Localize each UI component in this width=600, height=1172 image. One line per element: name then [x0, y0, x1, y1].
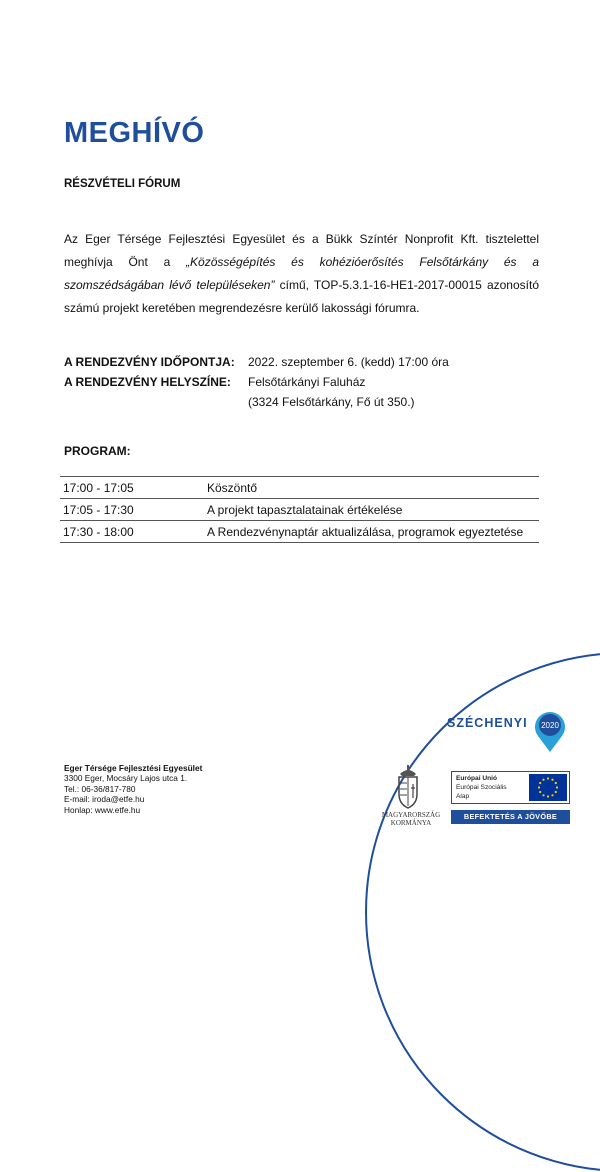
footer-address: 3300 Eger, Mocsáry Lajos utca 1. [64, 773, 188, 784]
subtitle: RÉSZVÉTELI FÓRUM [64, 178, 181, 190]
event-place-row [64, 372, 544, 412]
program-title: PROGRAM: [64, 444, 131, 458]
place-address: (3324 Felsőtárkány, Fő út 350.) [248, 395, 415, 409]
program-item: Köszöntő [204, 477, 539, 499]
program-time: 17:00 - 17:05 [60, 477, 204, 499]
footer-contact [64, 763, 202, 815]
footer-phone: Tel.: 06-36/817-780 [64, 783, 136, 794]
eu-text [456, 774, 507, 801]
program-time: 17:30 - 18:00 [60, 521, 204, 543]
table-row [60, 499, 539, 521]
footer-web: Honlap: www.etfe.hu [64, 804, 141, 815]
eu-logo [451, 771, 570, 804]
program-time: 17:05 - 17:30 [60, 499, 204, 521]
project-title: „Közösségépítés és kohézióerősítés Felsőtárkány és a szomszédságában lévő településeken” [64, 255, 539, 292]
government-logo-text [380, 811, 442, 827]
place-label: A RENDEZVÉNY HELYSZÍNE: [64, 375, 231, 389]
page-title: MEGHÍVÓ [64, 117, 205, 149]
hungarian-crest-icon [395, 764, 421, 810]
slogan-banner: BEFEKTETÉS A JÖVŐBE [451, 810, 570, 824]
intro-text-end: című, TOP-5.3.1-16-HE1-2017-00015 azonosító számú projekt keretében megrendezésre kerülő lakossági fórumra. [64, 278, 539, 315]
date-value: 2022. szeptember 6. (kedd) 17:00 óra [248, 355, 449, 369]
place-value: Felsőtárkányi Faluház [248, 375, 366, 389]
event-details [64, 352, 544, 412]
table-row [60, 521, 539, 543]
footer-email: E-mail: iroda@etfe.hu [64, 794, 145, 805]
szechenyi-year: 2020 [541, 721, 559, 730]
szechenyi-logo-text: SZÉCHENYI [447, 716, 528, 730]
intro-paragraph [64, 228, 539, 320]
footer-org: Eger Térsége Fejlesztési Egyesület [64, 763, 203, 773]
eu-flag-icon [529, 774, 567, 801]
table-row [60, 477, 539, 499]
gov-line-2: KORMÁNYA [390, 819, 432, 827]
program-table [60, 476, 539, 543]
eu-line-2: Európai Szociális [456, 784, 507, 791]
eu-line-3: Alap [456, 793, 470, 800]
eu-line-1: Európai Unió [456, 775, 498, 782]
program-item: A Rendezvénynaptár aktualizálása, programok egyeztetése [204, 521, 539, 543]
program-item: A projekt tapasztalatainak értékelése [204, 499, 539, 521]
event-date-row [64, 352, 544, 372]
intro-text: Az Eger Térsége Fejlesztési Egyesület és a Bükk Színtér Nonprofit Kft. tisztelettel meghívja Önt a [64, 232, 539, 269]
szechenyi-pin-icon [530, 709, 570, 753]
date-label: A RENDEZVÉNY IDŐPONTJA: [64, 355, 235, 369]
gov-line-1: MAGYARORSZÁG [381, 811, 441, 819]
